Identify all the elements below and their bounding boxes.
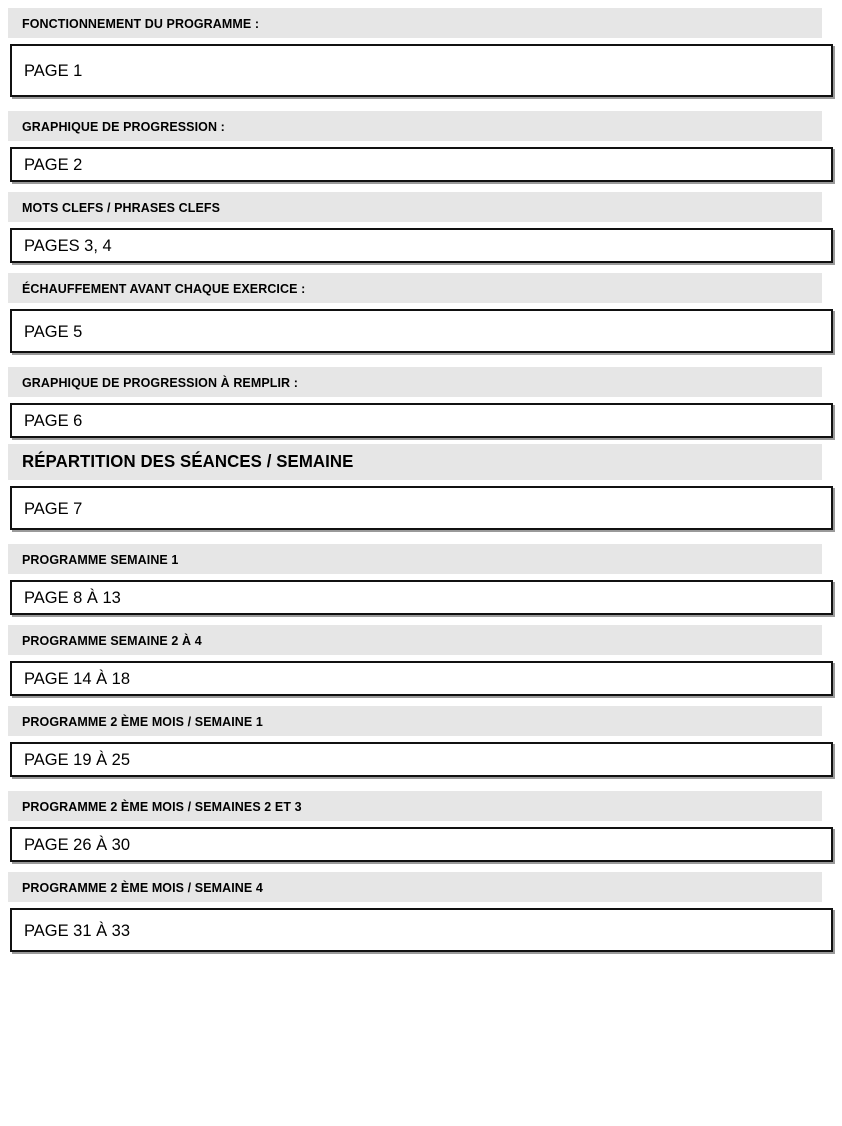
toc-section: [0, 367, 842, 438]
toc-section-heading: [8, 791, 822, 821]
toc-page-reference-box[interactable]: [10, 403, 833, 438]
toc-section: [0, 544, 842, 615]
toc-section: [0, 791, 842, 862]
toc-page-reference-label: PAGE 31 À 33: [24, 920, 131, 940]
toc-page-reference-label: PAGE 19 À 25: [24, 750, 131, 769]
toc-section-heading-label: GRAPHIQUE DE PROGRESSION À REMPLIR :: [22, 374, 298, 390]
toc-page-reference-label: PAGE 1: [24, 61, 83, 80]
toc-section: [0, 872, 842, 952]
toc-section-heading: [8, 192, 822, 222]
toc-page-reference-box[interactable]: [10, 908, 833, 952]
toc-page-reference-label: PAGE 8 À 13: [24, 588, 121, 607]
toc-section-heading-label: PROGRAMME 2 ÈME MOIS / SEMAINE 4: [22, 879, 263, 895]
toc-page-reference-label: PAGES 3, 4: [24, 236, 112, 255]
toc-section-heading-label: PROGRAMME 2 ÈME MOIS / SEMAINES 2 ET 3: [22, 798, 302, 814]
toc-page-reference-box[interactable]: [10, 742, 833, 777]
toc-section: [0, 111, 842, 182]
toc-page-reference-box[interactable]: [10, 147, 833, 182]
toc-page-reference-box[interactable]: [10, 827, 833, 862]
toc-section-heading: [8, 872, 822, 902]
toc-section-heading: [8, 706, 822, 736]
toc-page-reference-label: PAGE 6: [24, 411, 83, 430]
toc-page-reference-box[interactable]: [10, 228, 833, 263]
toc-section-heading: [8, 273, 822, 303]
toc-page-reference-box[interactable]: [10, 309, 833, 353]
toc-page-reference-label: PAGE 14 À 18: [24, 669, 131, 688]
toc-page-reference-label: PAGE 7: [24, 498, 83, 518]
toc-section-heading-label: GRAPHIQUE DE PROGRESSION :: [22, 118, 225, 134]
toc-section: [0, 444, 842, 530]
toc-section-heading-label: FONCTIONNEMENT DU PROGRAMME :: [22, 15, 260, 31]
toc-section-heading: [8, 111, 822, 141]
toc-page-reference-label: PAGE 5: [24, 321, 83, 341]
toc-section-heading: [8, 444, 822, 480]
toc-section-heading: [8, 367, 822, 397]
toc-section-heading: [8, 544, 822, 574]
toc-section: [0, 706, 842, 777]
toc-section-heading-label: ÉCHAUFFEMENT AVANT CHAQUE EXERCICE :: [22, 280, 306, 296]
toc-page-reference-box[interactable]: [10, 661, 833, 696]
toc-page-reference-label: PAGE 26 À 30: [24, 835, 131, 854]
toc-section-heading-label: MOTS CLEFS / PHRASES CLEFS: [22, 199, 221, 215]
toc-section: [0, 273, 842, 353]
toc-section: [0, 192, 842, 263]
toc-page-reference-label: PAGE 2: [24, 155, 83, 174]
toc-section-heading-label: RÉPARTITION DES SÉANCES / SEMAINE: [22, 451, 354, 472]
toc-page-reference-box[interactable]: [10, 580, 833, 615]
toc-section-heading-label: PROGRAMME SEMAINE 2 À 4: [22, 632, 202, 648]
toc-section-heading: [8, 625, 822, 655]
toc-section-heading: [8, 8, 822, 38]
toc-page-reference-box[interactable]: [10, 44, 833, 97]
toc-section-heading-label: PROGRAMME 2 ÈME MOIS / SEMAINE 1: [22, 713, 263, 729]
toc-section: [0, 8, 842, 97]
toc-section-heading-label: PROGRAMME SEMAINE 1: [22, 551, 179, 567]
toc-page-reference-box[interactable]: [10, 486, 833, 530]
toc-section: [0, 625, 842, 696]
